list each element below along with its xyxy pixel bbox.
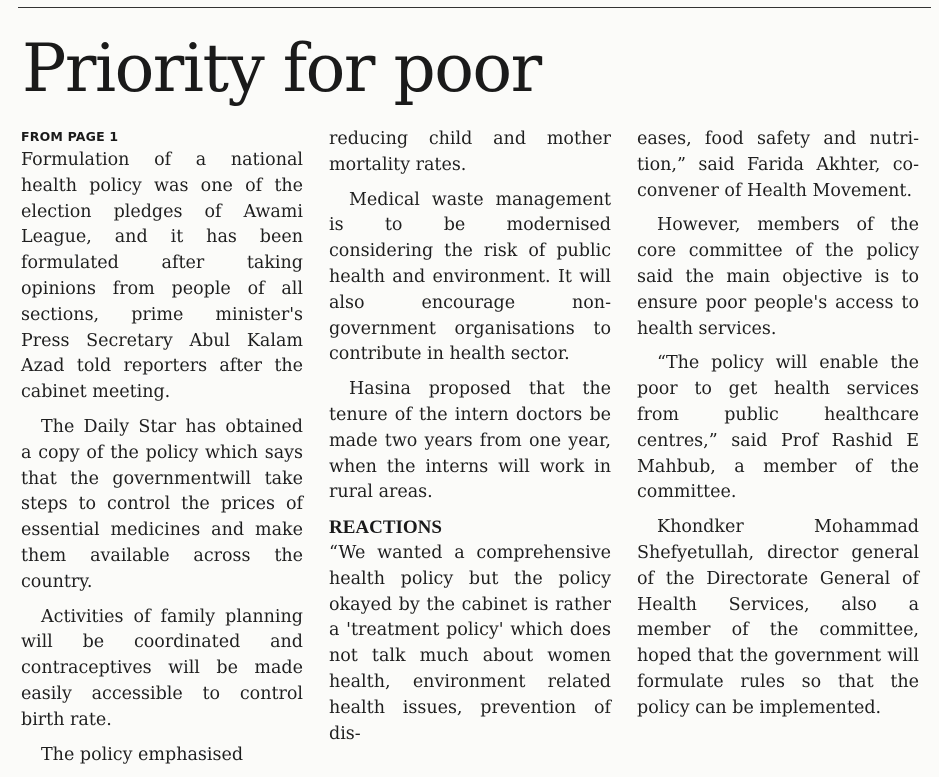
top-rule bbox=[18, 7, 931, 8]
paragraph: eases, food safety and nutrition,” said Farida Akhter, co-convener of Health Movement. bbox=[637, 129, 919, 201]
paragraph: However, members of the core committee of the policy said the main objective is to ensure poor people's access to health services. bbox=[637, 215, 919, 339]
article-column-2 bbox=[329, 127, 611, 756]
paragraph: “The policy will enable the poor to get health services from public healthcare centres,” said Prof Rashid E Mahbub, a member of the committee. bbox=[637, 353, 919, 503]
paragraph: The Daily Star has obtained a copy of the policy which says that the governmentwill take steps to control the prices of essential medicines and make them available across the country. bbox=[21, 416, 303, 592]
paragraph: “We wanted a comprehensive health policy but the policy okayed by the cabinet is rather a 'treatment policy' which does not talk much about women health, environment related health issues, prevention of dis- bbox=[329, 542, 611, 744]
article-column-3 bbox=[637, 127, 919, 731]
paragraph: The policy emphasised bbox=[41, 744, 244, 765]
article-column-1 bbox=[21, 127, 303, 777]
paragraph: reducing child and mother mortality rates. bbox=[329, 129, 611, 175]
kicker-label: FROM PAGE 1 bbox=[21, 129, 119, 144]
paragraph: Medical waste management is to be modernised considering the risk of public health and environment. It will also encourage non-government organisations to contribute in health sector. bbox=[329, 189, 611, 365]
headline: Priority for poor bbox=[22, 30, 541, 107]
paragraph: Khondker Mohammad Shefyetullah, director general of the Directorate General of Health Services, also a member of the committee, hoped that the government will formulate rules so that the policy can be implemented. bbox=[637, 517, 919, 718]
paragraph: Hasina proposed that the tenure of the intern doctors be made two years from one year, when the interns will work in rural areas. bbox=[329, 379, 611, 503]
paragraph: Formulation of a national health policy was one of the election pledges of Awami League, and it has been formulated after taking opinions from people of all sections, prime minister's Press Secretary Abul Kalam Azad told reporters after the cabinet meeting. bbox=[21, 150, 303, 403]
paragraph: Activities of family planning will be coordinated and contraceptives will be made easily accessible to control birth rate. bbox=[21, 606, 303, 730]
section-subhead: REACTIONS bbox=[329, 517, 442, 539]
